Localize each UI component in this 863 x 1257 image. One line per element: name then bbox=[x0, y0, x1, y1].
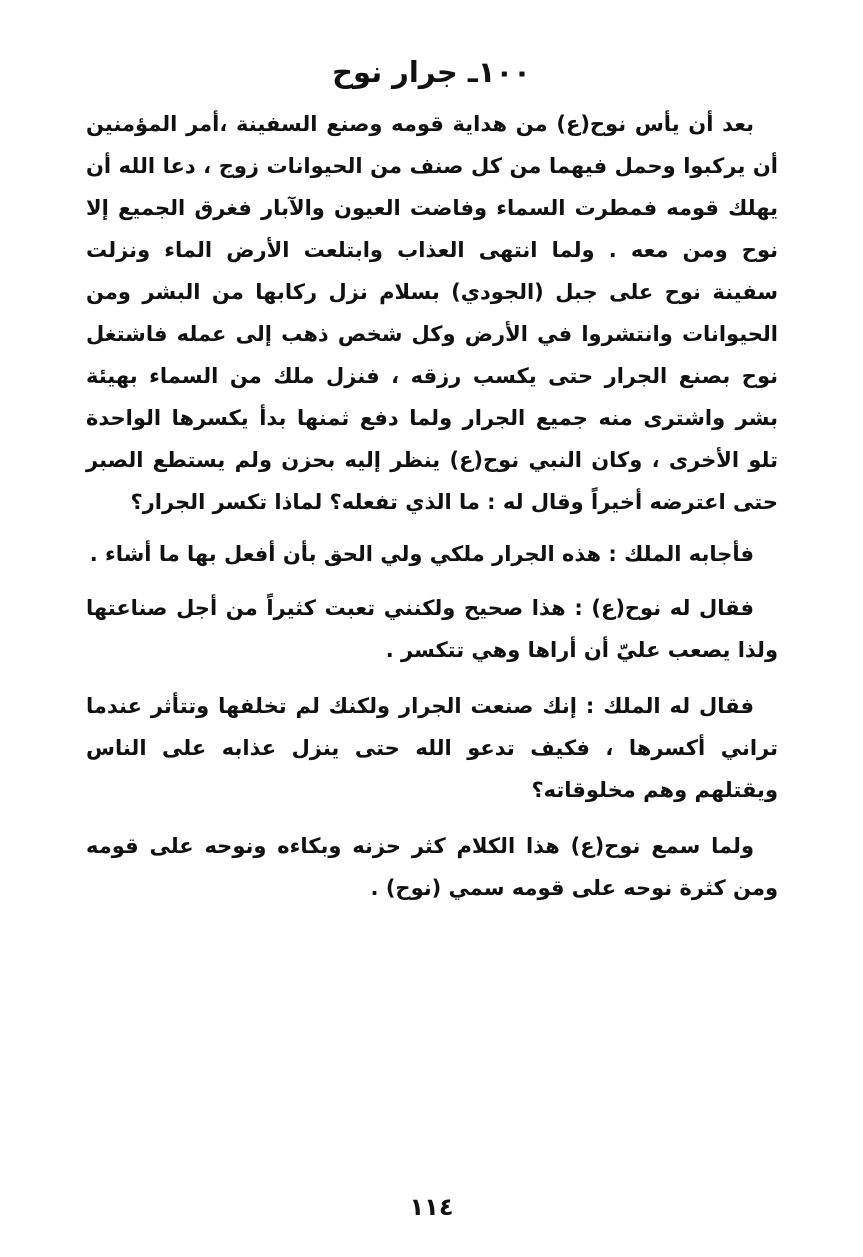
paragraph-5: ولما سمع نوح(ع) هذا الكلام كثر حزنه وبكاءه ونوحه على قومه ومن كثرة نوحه على قومه سمي (نوح) . bbox=[86, 834, 778, 900]
chapter-body bbox=[86, 103, 778, 909]
paragraph-3: فقال له نوح(ع) : هذا صحيح ولكنني تعبت كثيراً من أجل صناعتها ولذا يصعب عليّ أن أراها وهي تتكسر . bbox=[86, 596, 778, 662]
paragraph-4: فقال له الملك : إنك صنعت الجرار ولكنك لم تخلفها وتتأثر عندما تراني أكسرها ، فكيف تدعو الله حتى ينزل عذابه على الناس ويقتلهم وهم مخلوقاته؟ bbox=[86, 694, 778, 802]
paragraph-1: بعد أن يأس نوح(ع) من هداية قومه وصنع السفينة ،أمر المؤمنين أن يركبوا وحمل فيهما من كل صنف من الحيوانات زوج ، دعا الله أن يهلك قومه فمطرت السماء وفاضت العيون والآبار فغرق الجميع إلا نوح ومن معه . ولما انتهى العذاب وابتلعت الأرض الماء ونزلت سفينة نوح على جبل (الجودي) بسلام نزل ركابها من البشر ومن الحيوانات وانتشروا في الأرض وكل شخص ذهب إلى عمله فاشتغل نوح بصنع الجرار حتى يكسب رزقه ، فنزل ملك من السماء بهيئة بشر واشترى منه جميع الجرار ولما دفع ثمنها بدأ يكسرها الواحدة تلو الأخرى ، وكان النبي نوح(ع) ينظر إليه بحزن ولم يستطع الصبر حتى اعترضه أخيراً وقال له : ما الذي تفعله؟ لماذا تكسر الجرار؟ bbox=[86, 112, 778, 514]
chapter-title: ١٠٠ـ جرار نوح bbox=[332, 55, 531, 89]
page-number: ١١٤ bbox=[409, 1193, 454, 1221]
paragraph-2: فأجابه الملك : هذه الجرار ملكي ولي الحق بأن أفعل بها ما أشاء . bbox=[89, 542, 754, 566]
